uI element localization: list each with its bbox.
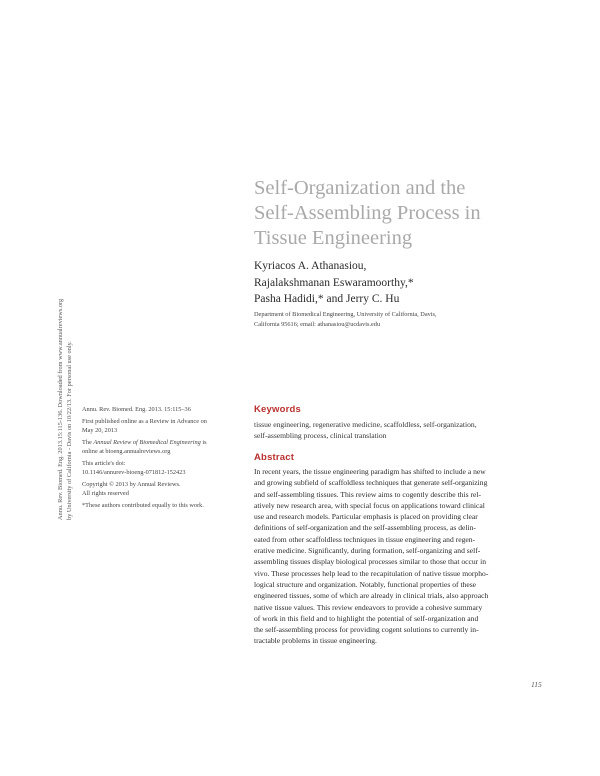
abstract-line: assembling tissues display biological processes similar to those that occur in bbox=[254, 557, 486, 567]
download-notice-line: Annu. Rev. Biomed. Eng. 2013.15:115-136. Downloaded from www.annualreviews.org bbox=[57, 298, 64, 520]
abstract-line: logical structure and organization. Notably, functional properties of these bbox=[254, 579, 477, 589]
online-journal-name: Annual Review of Biomedical Engineering bbox=[93, 439, 201, 446]
equal-contribution-note: *These authors contributed equally to this work. bbox=[82, 502, 204, 509]
title-line: Self-Assembling Process in bbox=[254, 202, 481, 224]
abstract-line: native tissue values. This review endeavors to provide a cohesive summary bbox=[254, 602, 483, 612]
keywords-line: tissue engineering, regenerative medicine, scaffoldless, self-organization, bbox=[254, 420, 477, 429]
page-number: 115 bbox=[531, 680, 542, 689]
online-prefix: The bbox=[82, 439, 94, 446]
article-title bbox=[254, 176, 554, 251]
first-published-line: May 20, 2013 bbox=[82, 427, 118, 434]
author-line: Kyriacos A. Athanasiou, bbox=[254, 260, 367, 272]
keywords-line: self-assembling process, clinical translation bbox=[254, 431, 387, 440]
title-line: Tissue Engineering bbox=[254, 227, 413, 249]
abstract-line: and growing subfield of scaffoldless techniques that generate self-organizing bbox=[254, 478, 488, 488]
rights-line: All rights reserved bbox=[82, 490, 129, 497]
online-info bbox=[82, 438, 242, 447]
doi-value: 10.1146/annurev-bioeng-071812-152423 bbox=[82, 469, 186, 476]
download-notice bbox=[56, 299, 74, 520]
author-list bbox=[254, 258, 554, 308]
keywords-text bbox=[254, 419, 544, 441]
abstract-line: atively new research area, with special focus on applications toward clinical bbox=[254, 500, 485, 510]
abstract-line: tractable problems in tissue engineering. bbox=[254, 636, 377, 646]
abstract-line: eated from other scaffoldless techniques in tissue engineering and regen- bbox=[254, 534, 476, 544]
abstract-line: definitions of self-organization and the self-assembling process, as delin- bbox=[254, 523, 476, 533]
abstract-line: In recent years, the tissue engineering paradigm has shifted to include a new bbox=[254, 467, 486, 476]
title-line: Self-Organization and the bbox=[254, 177, 466, 199]
keywords-heading: Keywords bbox=[254, 404, 302, 415]
abstract-line: of work in this field and to highlight the potential of self-organization and bbox=[254, 613, 479, 623]
online-url: online at bioeng.annualreviews.org bbox=[82, 448, 171, 455]
author-line: Pasha Hadidi,* and Jerry C. Hu bbox=[254, 293, 400, 305]
abstract-line: vivo. These processes help lead to the recapitulation of native tissue morpho- bbox=[254, 568, 489, 578]
abstract-line: and self-assembling tissues. This review aims to cogently describe this rel- bbox=[254, 489, 481, 499]
affiliation-line: California 95616; email: athanasiou@ucdavis.edu bbox=[254, 320, 381, 328]
abstract-heading: Abstract bbox=[254, 452, 295, 463]
abstract-line: engineered tissues, some of which are already in clinical trials, also approach bbox=[254, 591, 489, 601]
first-published-line: First published online as a Review in Advance on bbox=[82, 418, 207, 425]
abstract-line: erative medicine. Significantly, during formation, self-organizing and self- bbox=[254, 546, 481, 556]
article-info-sidebar bbox=[82, 405, 242, 513]
download-notice-line: by University of California - Davis on 10/22/13. For personal use only. bbox=[66, 341, 73, 520]
journal-citation: Annu. Rev. Biomed. Eng. 2013. 15:115–36 bbox=[82, 406, 191, 413]
affiliation-line: Department of Biomedical Engineering, University of California, Davis, bbox=[254, 311, 437, 318]
abstract-line: the self-assembling process for providing cogent solutions to currently in- bbox=[254, 625, 479, 635]
doi-label: This article's doi: bbox=[82, 460, 126, 467]
online-suffix: is bbox=[200, 439, 207, 446]
abstract-line: use and research models. Particular emphasis is placed on providing clear bbox=[254, 512, 478, 522]
affiliation bbox=[254, 310, 554, 329]
abstract-text bbox=[254, 466, 544, 647]
author-line: Rajalakshmanan Eswaramoorthy,* bbox=[254, 276, 414, 289]
copyright-line: Copyright © 2013 by Annual Reviews. bbox=[82, 481, 181, 488]
